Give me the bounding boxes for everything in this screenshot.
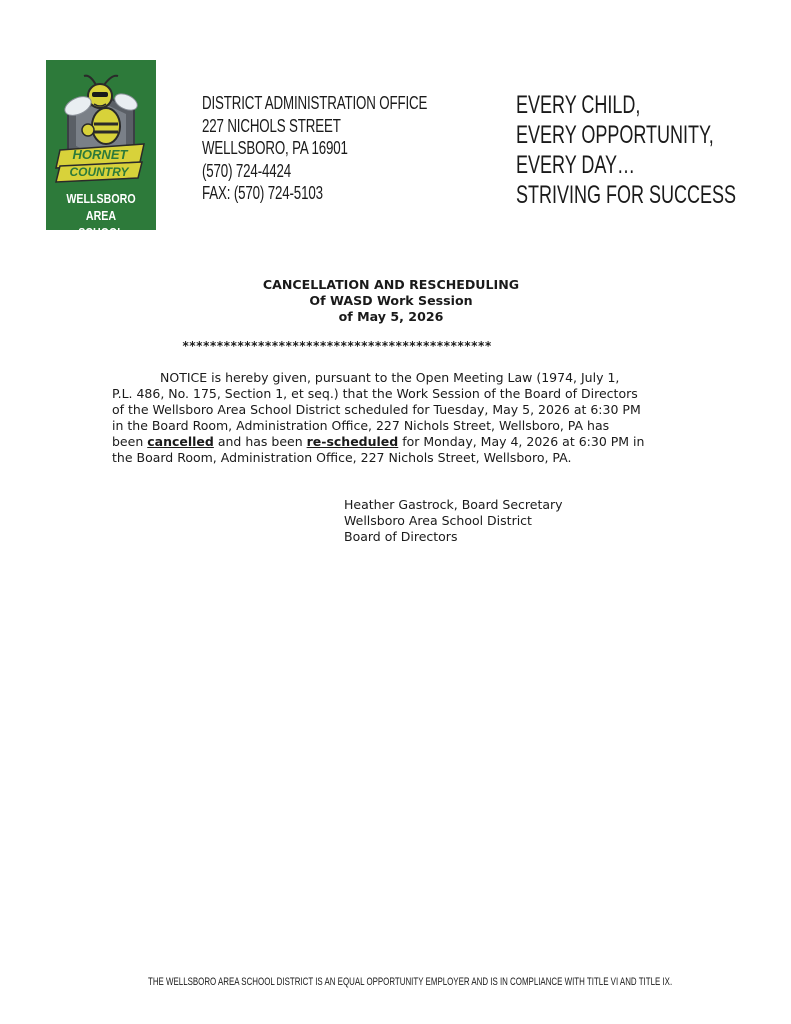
slogan-line1: EVERY CHILD,	[516, 91, 641, 119]
logo-district-line1: WELLSBORO AREA	[66, 191, 136, 223]
logo-district-name	[56, 190, 146, 258]
slogan-line4: STRIVING FOR SUCCESS	[516, 181, 737, 209]
compliance-footer: THE WELLSBORO AREA SCHOOL DISTRICT IS AN EQUAL OPPORTUNITY EMPLOYER AND IS IN COMPLIANCE WITH TITLE VI AND TITLE IX.	[148, 976, 673, 988]
address-city: WELLSBORO, PA 16901	[202, 138, 348, 158]
notice-line2: P.L. 486, No. 175, Section 1, et seq.) that the Work Session of the Board of Directors	[112, 386, 638, 401]
asterisk-separator: *********************************************	[182, 339, 492, 353]
notice-line5-c: for Monday, May 4, 2026 at 6:30 PM in	[398, 434, 645, 449]
notice-line4: in the Board Room, Administration Office, 227 Nichols Street, Wellsboro, PA has	[112, 418, 610, 433]
hornet-mascot-icon	[54, 66, 148, 188]
office-address	[202, 92, 428, 205]
slogan-line3: EVERY DAY…	[516, 151, 636, 179]
notice-line3: of the Wellsboro Area School District scheduled for Tuesday, May 5, 2026 at 6:30 PM	[112, 402, 641, 417]
notice-body	[112, 370, 652, 466]
rescheduled-emphasis: re-scheduled	[306, 434, 399, 449]
notice-line5-b: and has been	[213, 434, 307, 449]
notice-line5-a: been	[112, 434, 148, 449]
logo-district-line2: SCHOOL DISTRICT	[76, 225, 126, 257]
title-line3: of May 5, 2026	[338, 309, 444, 324]
signature-district: Wellsboro Area School District	[344, 513, 532, 528]
address-fax: FAX: (570) 724-5103	[202, 183, 323, 203]
slogan-line2: EVERY OPPORTUNITY,	[516, 121, 714, 149]
title-line2: Of WASD Work Session	[309, 293, 473, 308]
notice-line1: NOTICE is hereby given, pursuant to the Open Meeting Law (1974, July 1,	[160, 370, 620, 385]
address-street: 227 NICHOLS STREET	[202, 115, 341, 136]
signature-name: Heather Gastrock, Board Secretary	[344, 497, 563, 512]
notice-line5	[112, 434, 652, 450]
logo-banner-line1: HORNET	[72, 147, 128, 162]
notice-line6: the Board Room, Administration Office, 227 Nichols Street, Wellsboro, PA.	[112, 450, 572, 465]
logo-banner-line2: COUNTRY	[69, 165, 129, 179]
signature-board: Board of Directors	[344, 529, 458, 544]
district-slogan	[516, 90, 737, 210]
district-logo	[46, 60, 156, 257]
notice-title	[0, 277, 782, 325]
address-phone: (570) 724-4424	[202, 160, 292, 181]
address-office-name: DISTRICT ADMINISTRATION OFFICE	[202, 93, 428, 113]
title-line1: CANCELLATION AND RESCHEDULING	[262, 277, 520, 292]
cancelled-emphasis: cancelled	[147, 434, 214, 449]
signature-block	[344, 497, 563, 545]
